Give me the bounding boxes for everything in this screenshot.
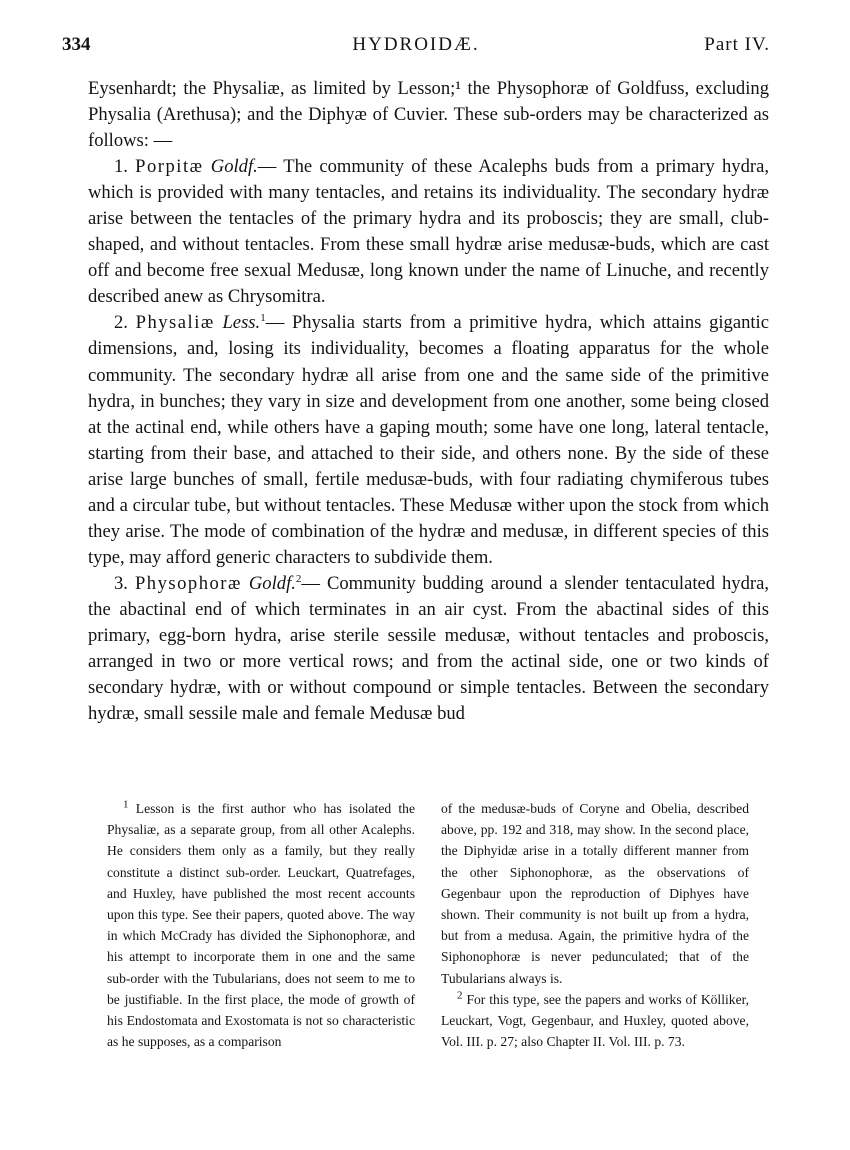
section-number: 1. [114,156,128,178]
footnote-1-continued: of the medusæ-buds of Coryne and Obelia, described above, pp. 192 and 318, may show. In the second place, the Diphyidæ arise in a totally different manner from the other Siphonophoræ, as the observations of Gegenbaur upon the reproduction of Diphyes have shown. Their community is not built up from a hydra, but from a medusa. Again, the primitive hydra of the Siphonophoræ is never pedunculated; that of the Tubularians always is. [441,801,749,986]
page-header [62,34,770,58]
section-physaliae [88,310,769,570]
footnote-text: Lesson is the first author who has isolated the Physaliæ, as a separate group, from all other Acalephs. He considers them only as a family, but they really constitute a distinct sub-order. Leuckart, Quatrefages, and Huxley, have published the most recent accounts upon this type. See their papers, quoted above. The way in which McCrady has divided the Siphonophoræ, and his attempt to incorporate them in one and the same sub-order with the Tubularians, does not seem to me to be justifiable. In the first place, the mode of growth of his Endostomata and Exostomata is not so characteristic as he supposes, as a comparison [107,801,416,1050]
section-note: 1 [260,312,266,325]
section-porpitae [88,154,769,310]
section-physophorae [88,571,769,727]
section-number: 2. [114,312,128,334]
footnote-marker: 2 [457,989,463,1002]
section-text: — Physalia starts from a primitive hydra, which attains gigantic dimensions, and, losing its individuality, becomes a floating apparatus for the whole community. The secondary hydræ all arise from one and the same side of the primitive hydra, in bunches; they vary in size and development from one another, some being closed at the actinal end, while others have a gaping mouth; some have one long, lateral tentacle, starting from their base, and attached to their side, and others none. By the side of these arise large bunches of small, fertile medusæ-buds, with four radiating chymiferous tubes and a circular tube, but without tentacles. These Medusæ wither upon the stock from which they arise. The mode of combination of the hydræ and medusæ, in different species of this type, may afford generic characters to subdivide them. [88,312,769,568]
main-text [88,76,769,727]
footnote-text: For this type, see the papers and works of Kölliker, Leuckart, Vogt, Gegenbaur, and Huxley, quoted above, Vol. III. p. 27; also Chapter II. Vol. III. p. 73. [441,991,749,1050]
section-text: — The community of these Acalephs buds from a primary hydra, which is provided with many tentacles, and retains its individuality. The secondary hydræ arise between the tentacles of the primary hydra and its proboscis; they are small, club-shaped, and without tentacles. From these small hydræ arise medusæ-buds, which are cast off and become free sexual Medusæ, long known under the name of Linuche, and recently described anew as Chrysomitra. [88,156,769,308]
section-number: 3. [114,572,128,594]
section-author: Goldf. [248,572,296,594]
section-name: Porpitæ [135,156,204,178]
footnotes-right-column [441,798,749,1052]
footnote-1 [107,798,415,1052]
intro-paragraph: Eysenhardt; the Physaliæ, as limited by Lesson;¹ the Physophoræ of Goldfuss, excluding Physalia (Arethusa); and the Diphyæ of Cuvier. These sub-orders may be characterized as follows: — [88,78,769,152]
section-name: Physophoræ [134,572,242,594]
section-author: Goldf. [210,156,258,178]
section-text: — Community budding around a slender tentaculated hydra, the abactinal end of which terminates in an air cyst. From the abactinal sides of this primary, egg-born hydra, arise sterile sessile medusæ, without tentacles and proboscis, arranged in two or more vertical rows; and from the actinal side, one or two kinds of secondary hydræ, with or without compound or simple tentacles. Between the secondary hydræ, small sessile male and female Medusæ bud [88,572,769,725]
section-author: Less. [222,312,261,334]
footnotes-left-column [107,798,415,1052]
part-label: Part IV. [704,34,770,55]
running-title: HYDROIDÆ. [352,34,480,55]
footnote-2 [441,989,749,1053]
section-note: 2 [295,572,302,585]
footnote-marker: 1 [123,798,129,811]
section-name: Physaliæ [135,312,215,334]
page-number: 334 [62,34,91,55]
